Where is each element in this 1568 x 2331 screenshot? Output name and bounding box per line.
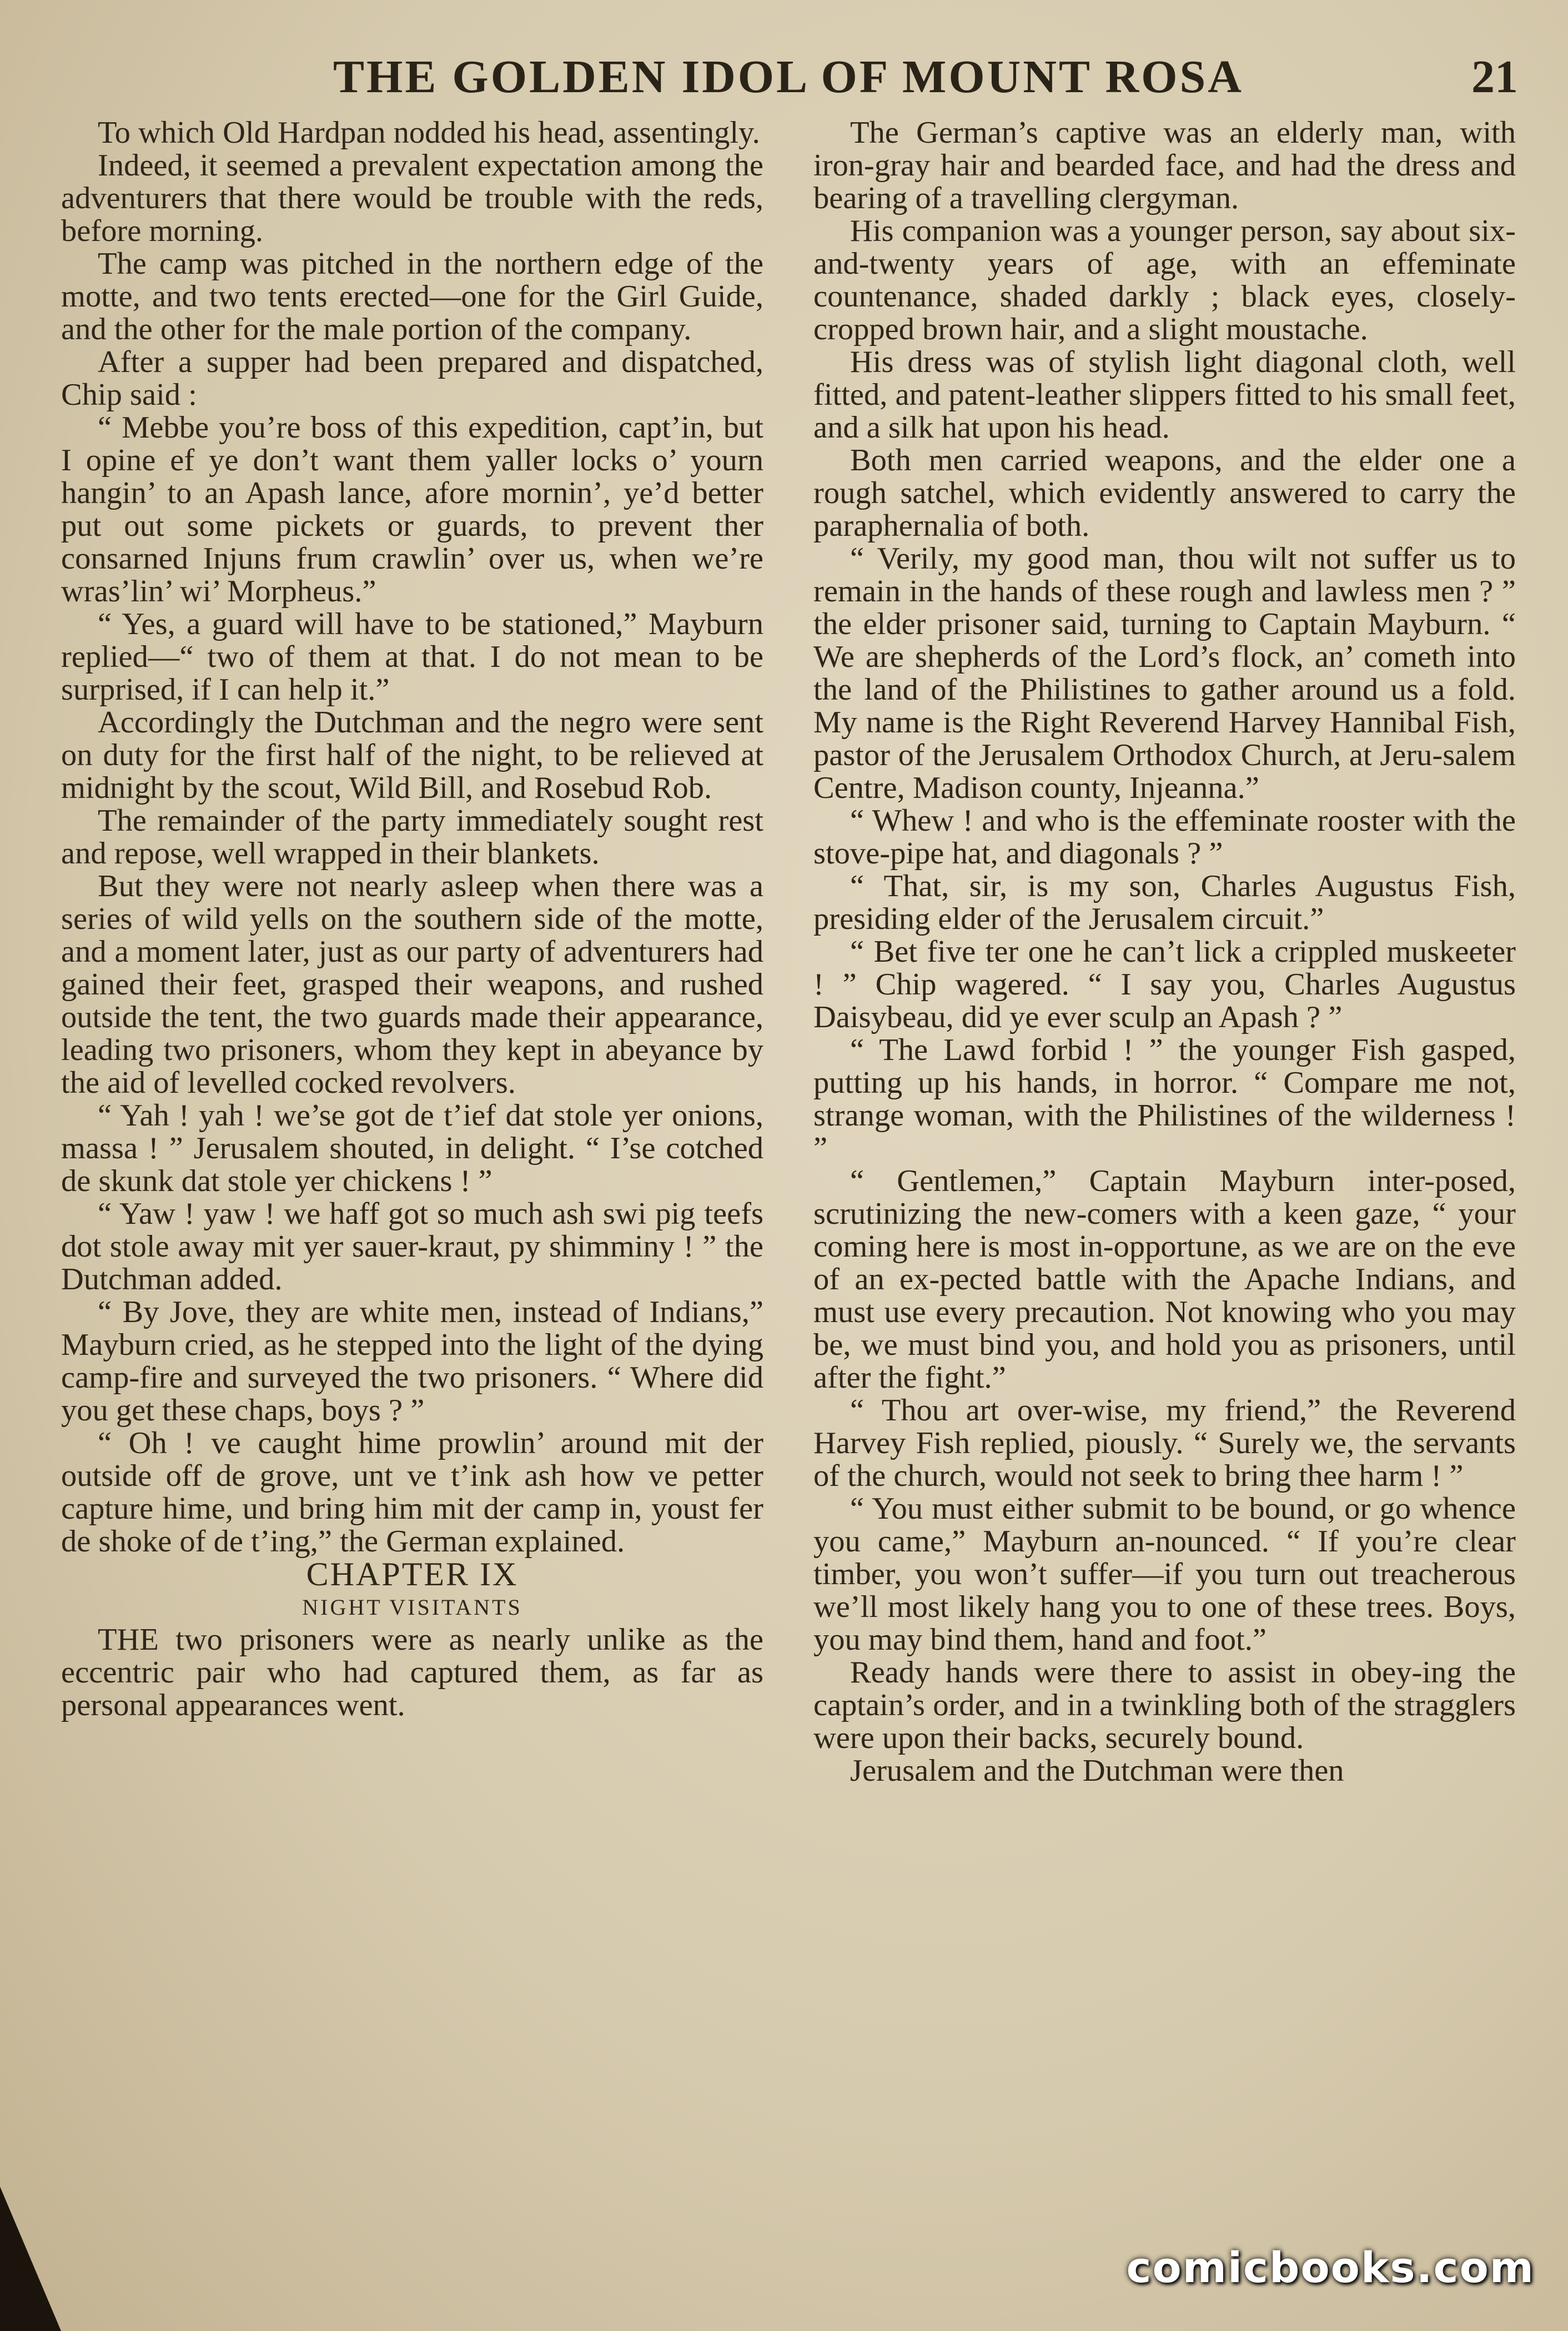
paragraph: “ Gentlemen,” Captain Mayburn inter-posed, scrutinizing the new-comers with a keen gaze, “ your coming here is most in-opportune, as we are on the eve of an ex-pected battle with the Apache Indians, and must use every precaution. Not knowing who you may be, we must bind you, and hold you as prisoners, until after the fight.” [813, 1164, 1516, 1395]
page-header [311, 50, 1518, 106]
paragraph: “ Verily, my good man, thou wilt not suffer us to remain in the hands of these rough and lawless men ? ” the elder prisoner said, turning to Captain Mayburn. “ We are shepherds of the Lord’s flock, an’ cometh into the land of the Philistines to gather around us a fold. My name is the Right Reverend Harvey Hannibal Fish, pastor of the Jerusalem Orthodox Church, at Jeru-salem Centre, Madison county, Injeanna.” [813, 541, 1516, 805]
paragraph: “ Yes, a guard will have to be stationed,” Mayburn replied—“ two of them at that. I do not mean to be surprised, if I can help it.” [61, 607, 763, 707]
paragraph: The camp was pitched in the northern edge of the motte, and two tents erected—one for the Girl Guide, and the other for the male portion of the company. [61, 247, 763, 346]
paragraph: The remainder of the party immediately sought rest and repose, well wrapped in their blankets. [61, 803, 763, 871]
paragraph: “ The Lawd forbid ! ” the younger Fish gasped, putting up his hands, in horror. “ Compare me not, strange woman, with the Philistines of the wilderness ! ” [813, 1033, 1516, 1166]
paragraph: The German’s captive was an elderly man, with iron-gray hair and bearded face, and had the dress and bearing of a travelling clergyman. [813, 117, 1516, 215]
paragraph: “ Oh ! ve caught hime prowlin’ around mit der outside off de grove, unt ve t’ink ash how ve petter capture hime, und bring him mit der camp in, youst fer de shoke of de t’ing,” the German explained. [61, 1426, 763, 1559]
paragraph: His dress was of stylish light diagonal cloth, well fitted, and patent-leather slippers fitted to his small feet, and a silk hat upon his head. [813, 345, 1516, 445]
paragraph: “ You must either submit to be bound, or go whence you came,” Mayburn an-nounced. “ If you’re clear timber, you won’t suffer—if you turn out treacherous we’ll most likely hang you to one of these trees. Boys, you may bind them, hand and foot.” [813, 1491, 1516, 1657]
paragraph: Ready hands were there to assist in obey-ing the captain’s order, and in a twinkling both of the stragglers were upon their backs, securely bound. [813, 1655, 1516, 1755]
paragraph: “ Bet five ter one he can’t lick a crippled muskeeter ! ” Chip wagered. “ I say you, Charles Augustus Daisybeau, did ye ever sculp an Apash ? ” [813, 935, 1516, 1034]
paragraph: To which Old Hardpan nodded his head, assentingly. [98, 117, 760, 150]
paragraph: Jerusalem and the Dutchman were then [850, 1754, 1344, 1788]
right-column [813, 117, 1516, 2227]
paragraph: “ Yah ! yah ! we’se got de t’ief dat stole yer onions, massa ! ” Jerusalem shouted, in delight. “ I’se cotched de skunk dat stole yer chickens ! ” [61, 1098, 763, 1198]
site-watermark: comicbooks.com [1126, 2243, 1535, 2292]
page-corner-shadow [0, 2187, 61, 2331]
paragraph: “ By Jove, they are white men, instead of Indians,” Mayburn cried, as he stepped into the light of the dying camp-fire and surveyed the two prisoners. “ Where did you get these chaps, boys ? ” [61, 1295, 763, 1428]
paragraph: “ Whew ! and who is the effeminate rooster with the stove-pipe hat, and diagonals ? ” [813, 803, 1516, 871]
running-title: THE GOLDEN IDOL OF MOUNT ROSA [333, 51, 1244, 103]
paragraph: His companion was a younger person, say about six-and-twenty years of age, with an effeminate countenance, shaded darkly ; black eyes, closely-cropped brown hair, and a slight moustache. [813, 214, 1516, 346]
paragraph: Indeed, it seemed a prevalent expectation among the adventurers that there would be trouble with the reds, before morning. [61, 148, 763, 248]
paragraph: Accordingly the Dutchman and the negro were sent on duty for the first half of the night, to be relieved at midnight by the scout, Wild Bill, and Rosebud Rob. [61, 705, 763, 805]
left-column [61, 117, 763, 2227]
chapter-heading: CHAPTER IX [306, 1556, 519, 1592]
paragraph: “ Thou art over-wise, my friend,” the Reverend Harvey Fish replied, piously. “ Surely we, the servants of the church, would not seek to bring thee harm ! ” [813, 1393, 1516, 1493]
paragraph: After a supper had been prepared and dispatched, Chip said : [61, 345, 763, 412]
paragraph: “ That, sir, is my son, Charles Augustus Fish, presiding elder of the Jerusalem circuit.” [813, 869, 1516, 936]
paragraph: “ Yaw ! yaw ! we haff got so much ash swi pig teefs dot stole away mit yer sauer-kraut, py shimminy ! ” the Dutchman added. [61, 1197, 763, 1297]
page-number: 21 [1471, 51, 1518, 103]
paragraph: But they were not nearly asleep when there was a series of wild yells on the southern side of the motte, and a moment later, just as our party of adventurers had gained their feet, grasped their weapons, and rushed outside the tent, the two guards made their appearance, leading two prisoners, whom they kept in abeyance by the aid of levelled cocked revolvers. [61, 869, 763, 1100]
paragraph: Both men carried weapons, and the elder one a rough satchel, which evidently answered to carry the paraphernalia of both. [813, 443, 1516, 543]
chapter-subtitle: NIGHT VISITANTS [302, 1595, 522, 1620]
chapter-opening-paragraph: THE two prisoners were as nearly unlike as the eccentric pair who had captured them, as far as personal appearances went. [61, 1622, 763, 1722]
paragraph: “ Mebbe you’re boss of this expedition, capt’in, but I opine ef ye don’t want them yaller locks o’ yourn hangin’ to an Apash lance, afore mornin’, ye’d better put out some pickets or guards, to prevent ther consarned Injuns frum crawlin’ over us, when we’re wras’lin’ wi’ Morpheus.” [61, 410, 763, 609]
